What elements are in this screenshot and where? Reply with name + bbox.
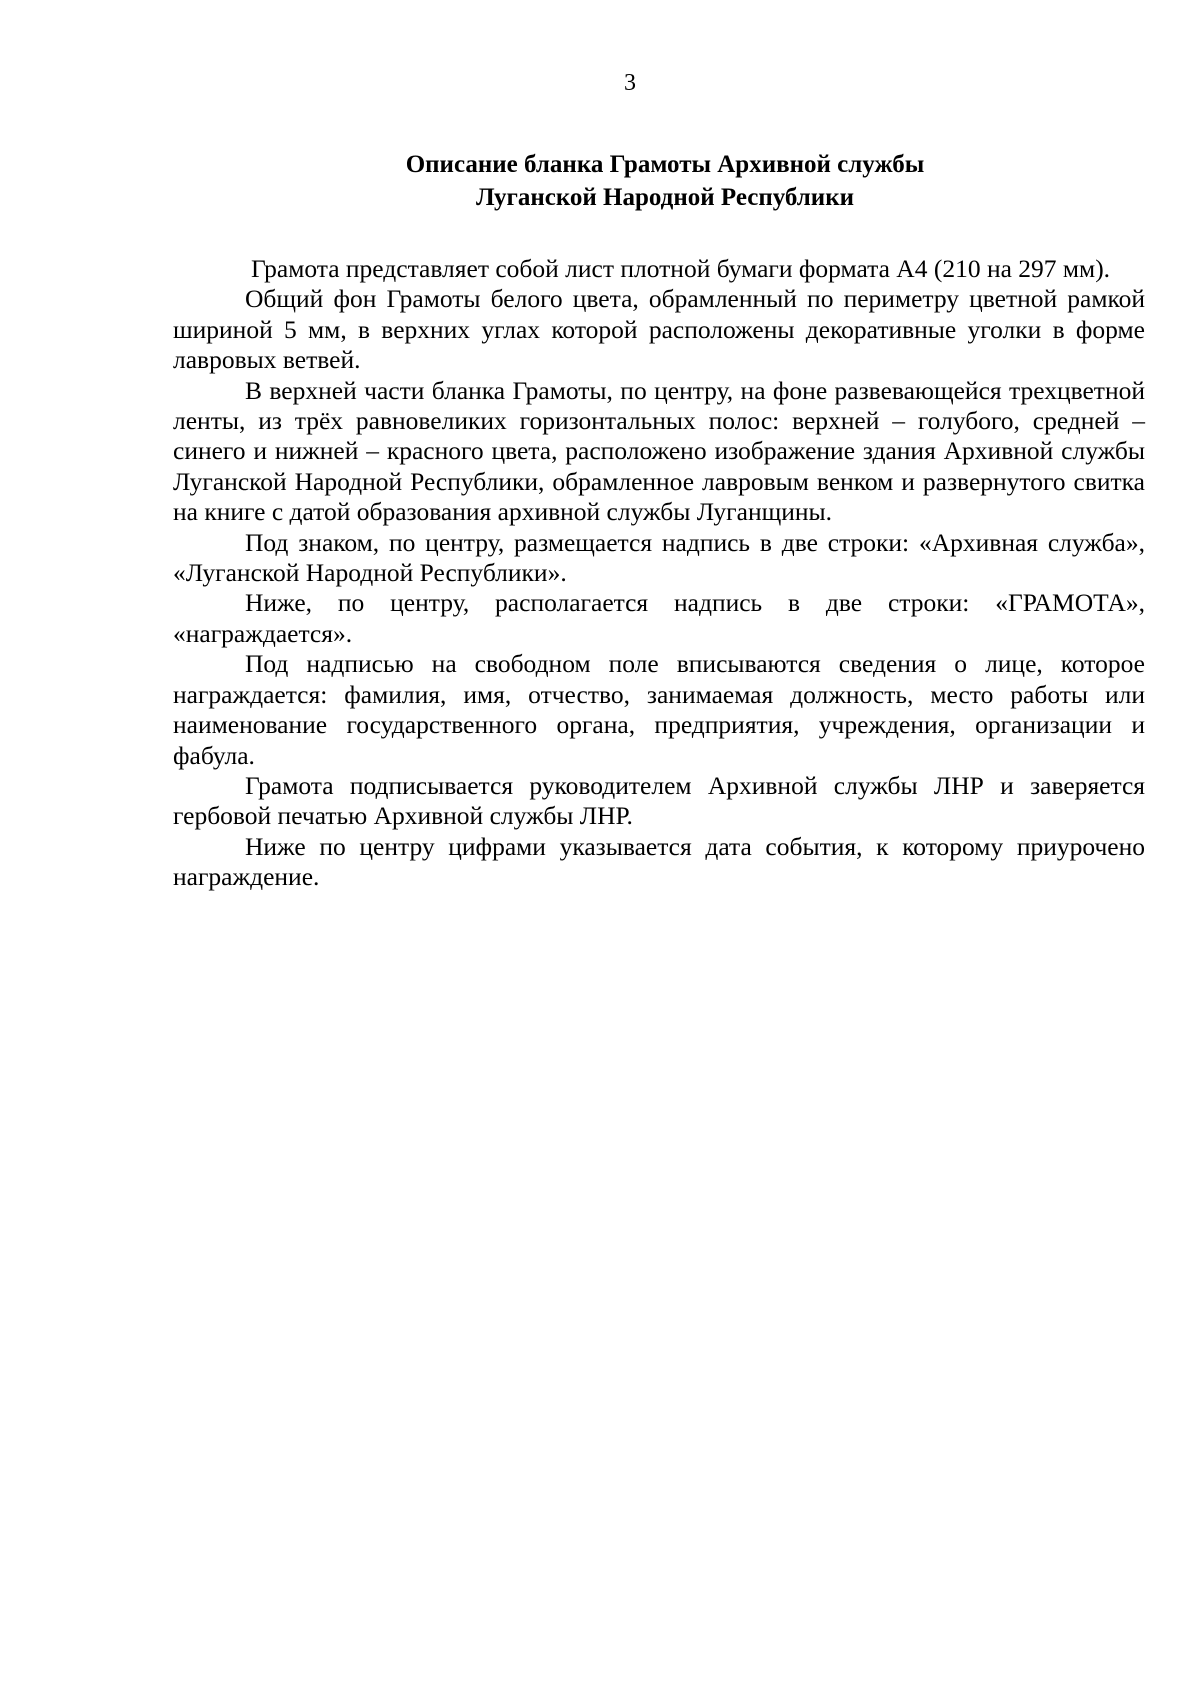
title-line-1: Описание бланка Грамоты Архивной службы — [405, 151, 925, 178]
page-number: 3 — [624, 70, 636, 96]
paragraph-date: Ниже по центру цифрами указывается дата события, к которому приурочено награждение. — [173, 831, 1145, 892]
paragraph-heading-caption: Ниже, по центру, располагается надпись в две строки: «ГРАМОТА», «награждается». — [173, 588, 1145, 648]
paragraph-recipient-info: Под надписью на свободном поле вписываются сведения о лице, которое награждается: фамилия, имя, отчество, занимаемая должность, место работы или наименование государственного органа, предприятия, учреждения, организации и фабула. — [173, 649, 1145, 770]
paragraph-background: Общий фон Грамоты белого цвета, обрамленный по периметру цветной рамкой шириной 5 мм, в верхних углах которой расположены декоративные уголки в форме лавровых ветвей. — [173, 284, 1145, 375]
paragraph-sign-caption: Под знаком, по центру, размещается надпись в две строки: «Архивная служба», «Луганской Народной Республики». — [173, 527, 1145, 588]
document-title — [170, 148, 1160, 214]
title-line-2: Луганской Народной Республики — [475, 184, 855, 211]
document-body — [173, 254, 1145, 893]
paragraph-signature: Грамота подписывается руководителем Архивной службы ЛНР и заверяется гербовой печатью Архивной службы ЛНР. — [173, 770, 1145, 831]
paragraph-format: Грамота представляет собой лист плотной бумаги формата А4 (210 на 297 мм). — [251, 254, 1111, 283]
paragraph-emblem: В верхней части бланка Грамоты, по центру, на фоне развевающейся трехцветной ленты, из трёх равновеликих горизонтальных полос: верхней – голубого, средней – синего и нижней – красного цвета, расположено изображение здания Архивной службы Луганской Народной Республики, обрамленное лавровым венком и развернутого свитка на книге с датой образования архивной службы Луганщины. — [173, 375, 1145, 527]
